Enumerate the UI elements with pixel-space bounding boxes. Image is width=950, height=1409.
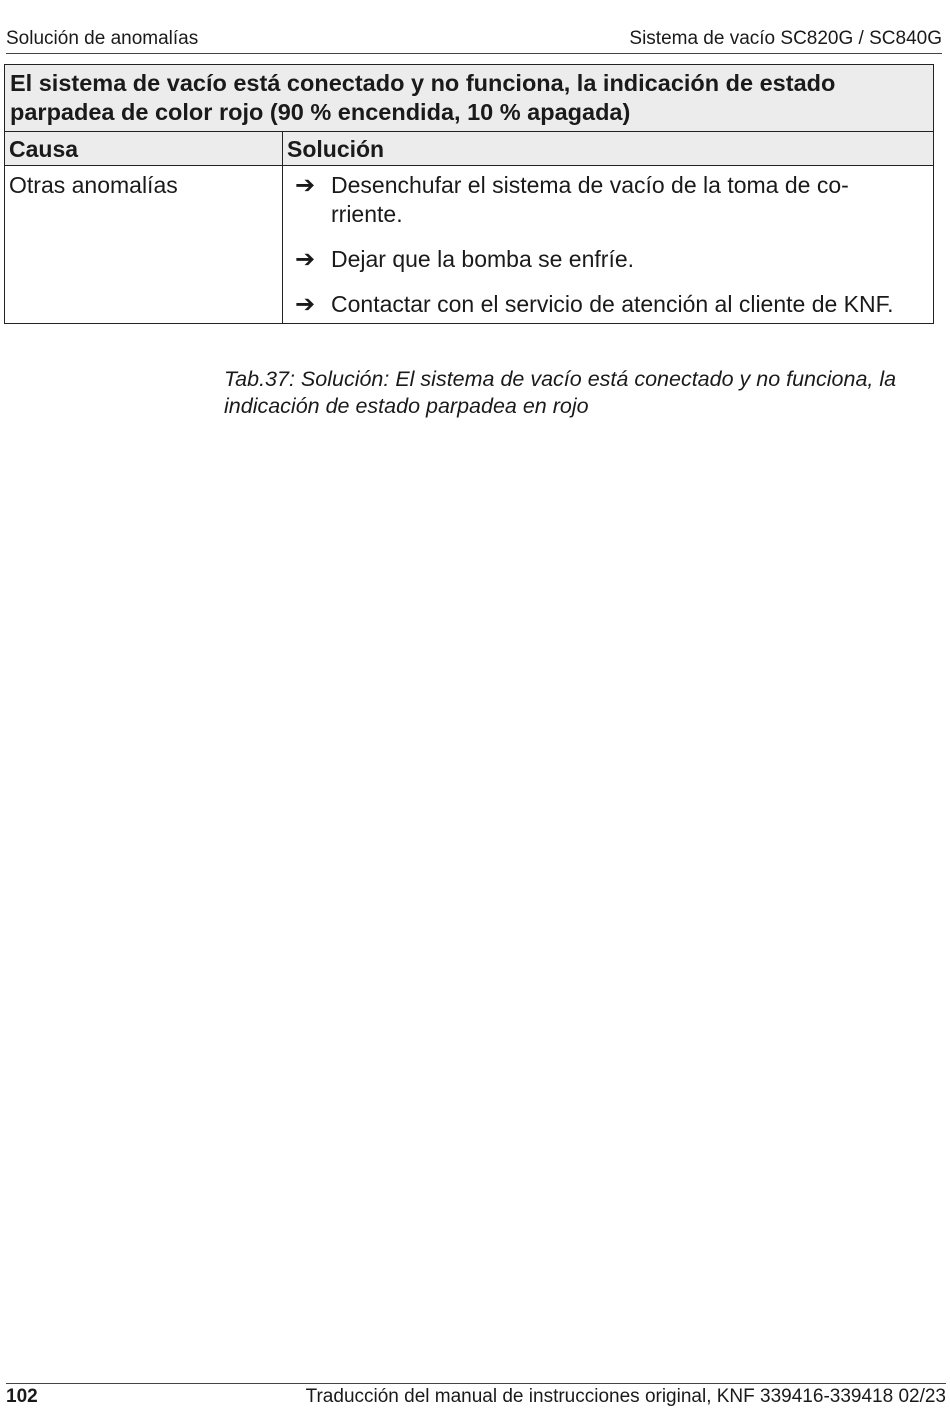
- header-product-name: Sistema de vacío SC820G / SC840G: [629, 28, 942, 49]
- cause-cell: Otras anomalías: [5, 166, 283, 324]
- solution-step-text: Contactar con el servicio de atención al cliente de KNF.: [331, 291, 894, 317]
- page-number: 102: [6, 1386, 38, 1407]
- solution-cell: [283, 166, 934, 324]
- page-header: [6, 26, 942, 54]
- table-title: El sistema de vacío está conectado y no funciona, la indicación de estado parpadea de color rojo (90 % encendida, 10 % apagada): [5, 65, 934, 132]
- solution-step: [295, 171, 919, 229]
- solution-step: [295, 245, 919, 274]
- table-header-row: [5, 132, 934, 166]
- arrow-right-icon: ➔: [295, 291, 316, 318]
- column-header-cause: Causa: [5, 132, 283, 166]
- arrow-right-icon: ➔: [295, 246, 316, 273]
- column-header-solution: Solución: [283, 132, 934, 166]
- table-caption: Tab.37: Solución: El sistema de vacío está conectado y no funciona, la indicación de estado parpadea en rojo: [224, 367, 897, 418]
- header-section-title: Solución de anomalías: [6, 28, 199, 49]
- solution-step-text: Desenchufar el sistema de vacío de la toma de co-rriente.: [331, 172, 849, 227]
- footer-document-reference: Traducción del manual de instrucciones original, KNF 339416-339418 02/23: [305, 1386, 946, 1407]
- solution-step: [295, 290, 919, 319]
- arrow-right-icon: ➔: [295, 172, 316, 199]
- troubleshooting-table: [4, 64, 934, 324]
- table-row: [5, 166, 934, 324]
- solution-step-text: Dejar que la bomba se enfríe.: [331, 246, 635, 272]
- table-title-row: [5, 65, 934, 132]
- page-footer: [6, 1383, 946, 1408]
